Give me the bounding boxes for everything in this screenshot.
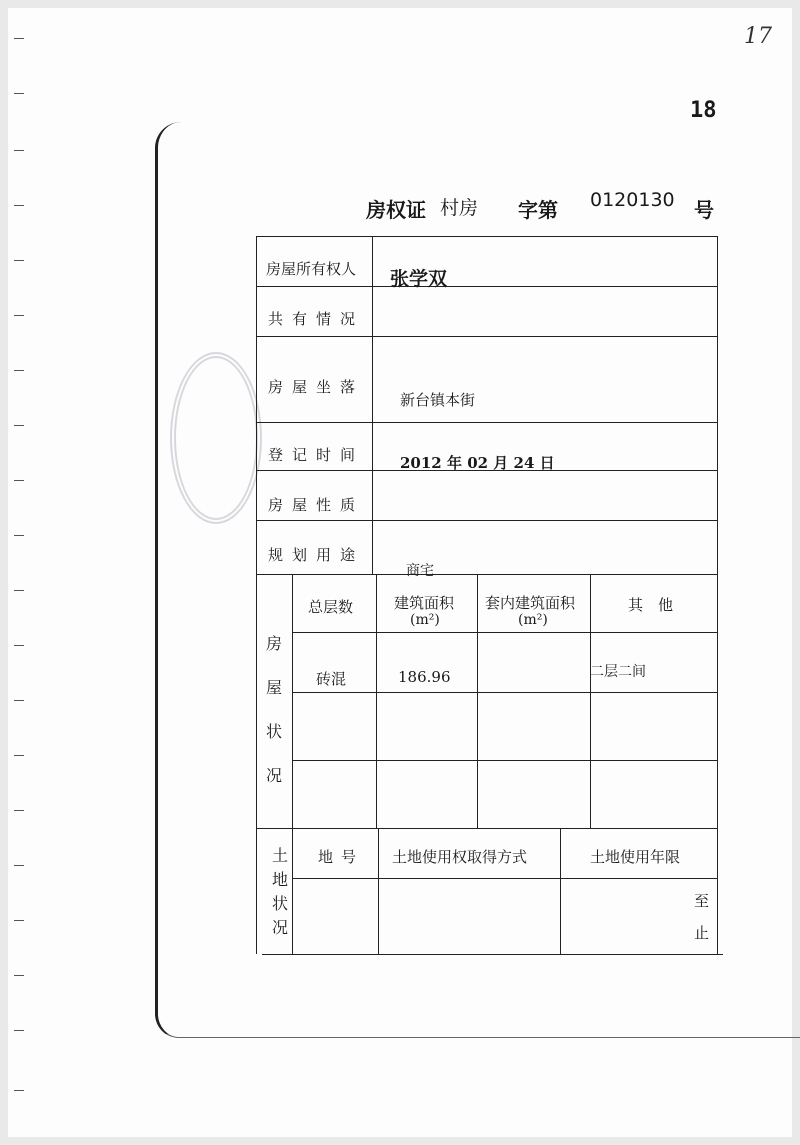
margin-tick (14, 590, 24, 591)
header-area: 建筑面积 (394, 594, 455, 612)
margin-tick (14, 315, 24, 316)
margin-tick (14, 810, 24, 811)
term-from: 至 (694, 892, 710, 910)
reg-time-value: 2012 年 02 月 24 日 (400, 454, 555, 472)
margin-tick (14, 535, 24, 536)
margin-tick (14, 700, 24, 701)
cert-prefix: 房权证 (366, 198, 426, 222)
page-number: 18 (690, 98, 717, 123)
land-status-char: 地 (272, 870, 289, 889)
header-inner-area-unit: (m²) (518, 612, 548, 628)
header-acquire: 土地使用权取得方式 (392, 848, 528, 866)
margin-tick (14, 920, 24, 921)
cert-word: 字第 (518, 198, 558, 222)
joint-label: 共有情况 (268, 310, 365, 328)
header-term: 土地使用年限 (590, 848, 681, 866)
location-label: 房屋坐落 (268, 378, 365, 396)
margin-tick (14, 1030, 24, 1031)
row1-area: 186.96 (398, 668, 451, 686)
margin-tick (14, 645, 24, 646)
margin-tick (14, 260, 24, 261)
house-status-char: 状 (266, 722, 283, 741)
usage-value: 商宅 (406, 563, 434, 579)
margin-tick (14, 755, 24, 756)
location-value: 新台镇本街 (400, 391, 476, 409)
cert-suffix: 号 (694, 198, 714, 222)
header-lot-no: 地号 (318, 848, 365, 866)
header-other: 其 他 (628, 596, 674, 614)
seal-stamp (170, 352, 262, 524)
margin-tick (14, 150, 24, 151)
margin-tick (14, 370, 24, 371)
margin-tick (14, 480, 24, 481)
land-status-char: 状 (272, 894, 289, 913)
owner-label: 房屋所有权人 (266, 260, 357, 278)
land-status-char: 土 (272, 846, 289, 865)
header-inner-area: 套内建筑面积 (485, 594, 576, 612)
term-to: 止 (694, 924, 710, 942)
row1-other: 二层二间 (590, 664, 646, 680)
house-status-char: 房 (266, 634, 283, 653)
house-status-char: 屋 (266, 678, 283, 697)
margin-tick (14, 205, 24, 206)
usage-label: 规划用途 (268, 546, 365, 564)
handwritten-mark: 17 (744, 24, 772, 49)
row1-floors: 砖混 (316, 670, 347, 688)
owner-value: 张学双 (390, 268, 448, 290)
margin-tick (14, 1090, 24, 1091)
margin-tick (14, 93, 24, 94)
header-area-unit: (m²) (410, 612, 440, 628)
header-floors: 总层数 (308, 598, 354, 616)
margin-tick (14, 975, 24, 976)
margin-tick (14, 425, 24, 426)
nature-label: 房屋性质 (268, 496, 365, 514)
land-status-char: 况 (272, 918, 289, 937)
margin-tick (14, 38, 24, 39)
reg-time-label: 登记时间 (268, 446, 365, 464)
margin-tick (14, 865, 24, 866)
cert-number: 0120130 (590, 189, 675, 211)
house-status-char: 况 (266, 766, 283, 785)
cert-type: 村房 (440, 197, 479, 219)
